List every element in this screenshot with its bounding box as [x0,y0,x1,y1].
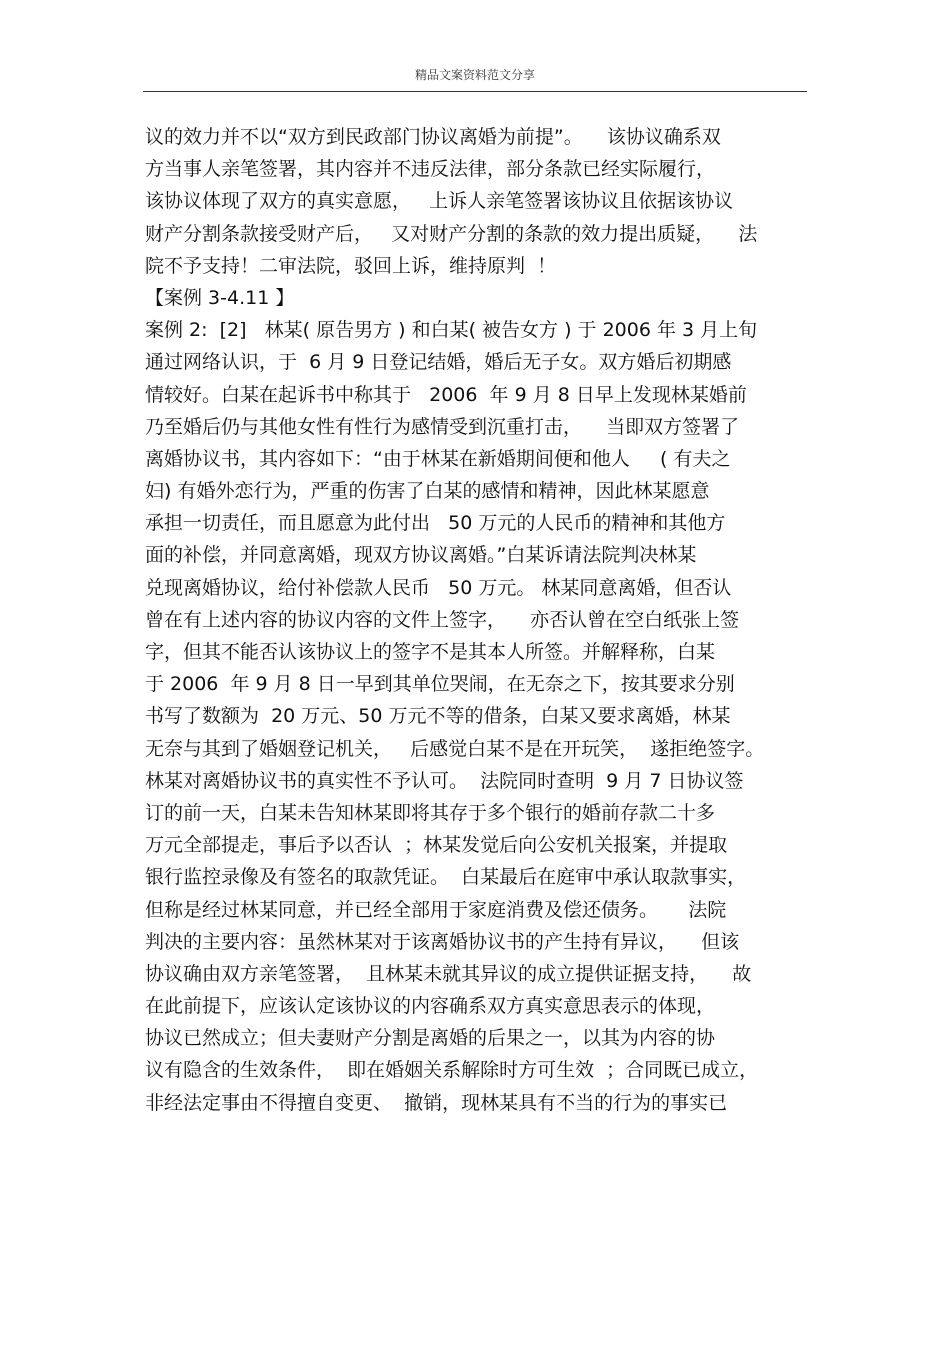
text-line: 曾在有上述内容的协议内容的文件上签字， 亦否认曾在空白纸张上签 [145,608,740,631]
text-line: 面的补偿，并同意离婚，现双方协议离婚。”白某诉请法院判决林某 [145,544,697,567]
text-line: 案例 2: [2] 林某( 原告男方 ) 和白某( 被告女方 ) 于 2006 年 3 月上旬 [145,319,758,342]
text-line: 该协议体现了双方的真实意愿， 上诉人亲笔签署该协议且依据该协议 [145,190,734,213]
text-line: 妇) 有婚外恋行为，严重的伤害了白某的感情和精神，因此林某愿意 [145,480,710,503]
text-line: 但称是经过林某同意，并已经全部用于家庭消费及偿还债务。 法院 [145,898,727,921]
text-line: 议有隐含的生效条件， 即在婚姻关系解除时方可生效 ；合同既已成立， [145,1059,759,1082]
text-line: 情较好。白某在起诉书中称其于 2006 年 9 月 8 日早上发现林某婚前 [145,383,747,406]
text-line: 订的前一天，白某未告知林某即将其存于多个银行的婚前存款二十多 [145,801,716,824]
text-line: 字，但其不能否认该协议上的签字不是其本人所签。并解释称，白某 [145,641,716,663]
header-divider [143,91,807,92]
document-body [145,121,813,1119]
text-line: 书写了数额为 20 万元、50 万元不等的借条，白某又要求离婚，林某 [145,705,731,728]
text-line: 议的效力并不以“双方到民政部门协议离婚为前提”。 该协议确系双 [145,126,721,148]
text-line: 离婚协议书，其内容如下：“由于林某在新婚期间便和他人 ( 有夫之 [145,447,731,470]
text-line: 无奈与其到了婚姻登记机关， 后感觉白某不是在开玩笑， 遂拒绝签字。 [145,737,765,760]
case-heading: 【案例 3-4.11 】 [145,286,295,309]
text-line: 于 2006 年 9 月 8 日一早到其单位哭闹，在无奈之下，按其要求分别 [145,673,735,696]
text-line: 院不予支持！二审法院，驳回上诉，维持原判 ！ [145,254,557,277]
text-line: 方当事人亲笔签署，其内容并不违反法律，部分条款已经实际履行， [145,158,716,181]
text-line: 万元全部提走，事后予以否认 ；林某发觉后向公安机关报案，并提取 [145,834,728,857]
text-line: 银行监控录像及有签名的取款凭证。 白某最后在庭审中承认取款事实， [145,866,747,889]
text-line: 协议确由双方亲笔签署， 且林某未就其异议的成立提供证据支持， 故 [145,962,752,985]
text-line: 兑现离婚协议，给付补偿款人民币 50 万元。 林某同意离婚，但否认 [145,576,732,599]
text-line: 非经法定事由不得擅自变更、 撤销，现林某具有不当的行为的事实已 [145,1091,728,1114]
text-line: 承担一切责任，而且愿意为此付出 50 万元的人民币的精神和其他方 [145,512,726,535]
text-line: 判决的主要内容：虽然林某对于该离婚协议书的产生持有异议， 但该 [145,930,740,953]
text-line: 林某对离婚协议书的真实性不予认可。 法院同时查明 9 月 7 日协议签 [145,769,744,792]
text-line: 财产分割条款接受财产后， 又对财产分割的条款的效力提出质疑， 法 [145,222,758,245]
page-header: 精品文案资料范文分享 [414,68,535,82]
text-line: 协议已然成立；但夫妻财产分割是离婚的后果之一，以其为内容的协 [145,1027,716,1050]
text-line: 通过网络认识，于 6 月 9 日登记结婚，婚后无子女。双方婚后初期感 [145,351,732,374]
text-line: 乃至婚后仍与其他女性有性行为感情受到沉重打击， 当即双方签署了 [145,415,740,438]
text-line: 在此前提下，应该认定该协议的内容确系双方真实意思表示的体现， [145,995,716,1018]
